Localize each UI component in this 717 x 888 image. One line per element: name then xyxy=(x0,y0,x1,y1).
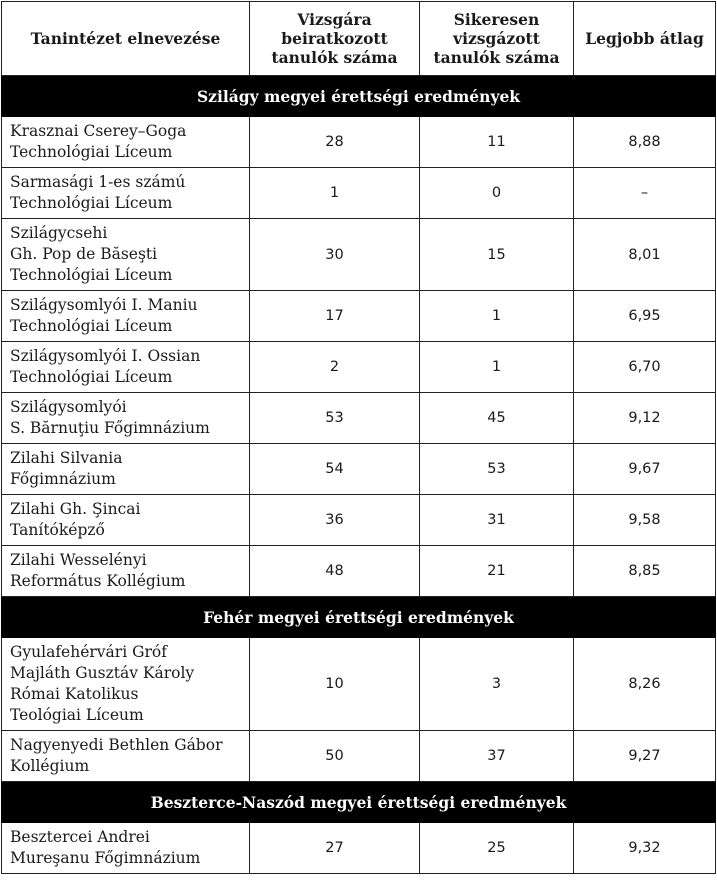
institution-name xyxy=(2,731,250,782)
best-average: 9,58 xyxy=(574,495,716,546)
institution-name-line: S. Bărnuţiu Főgimnázium xyxy=(10,419,210,437)
institution-name-line: Technológiai Líceum xyxy=(10,317,173,335)
header-best-average: Legjobb átlag xyxy=(574,2,716,76)
results-table xyxy=(1,1,716,874)
table-row xyxy=(2,731,716,782)
institution-name-line: Gyulafehérvári Gróf xyxy=(10,643,167,661)
best-average: 6,95 xyxy=(574,291,716,342)
enrolled-count: 28 xyxy=(250,117,420,168)
enrolled-count: 27 xyxy=(250,823,420,874)
institution-name xyxy=(2,546,250,597)
table-row xyxy=(2,444,716,495)
institution-name-line: Gh. Pop de Băseşti xyxy=(10,245,158,263)
passed-count: 31 xyxy=(420,495,574,546)
enrolled-count: 53 xyxy=(250,393,420,444)
passed-count: 45 xyxy=(420,393,574,444)
institution-name-line: Majláth Gusztáv Károly xyxy=(10,664,195,682)
institution-name-line: Technológiai Líceum xyxy=(10,266,173,284)
best-average: 8,26 xyxy=(574,638,716,731)
passed-count: 25 xyxy=(420,823,574,874)
institution-name-line: Kollégium xyxy=(10,757,90,775)
institution-name-line: Római Katolikus xyxy=(10,685,139,703)
institution-name xyxy=(2,168,250,219)
enrolled-count: 10 xyxy=(250,638,420,731)
institution-name xyxy=(2,638,250,731)
section-row xyxy=(2,76,716,117)
enrolled-count: 48 xyxy=(250,546,420,597)
enrolled-count: 30 xyxy=(250,219,420,291)
header-institution: Tanintézet elnevezése xyxy=(2,2,250,76)
table-header xyxy=(2,2,716,76)
best-average: 9,67 xyxy=(574,444,716,495)
table-row xyxy=(2,495,716,546)
institution-name xyxy=(2,444,250,495)
table-row xyxy=(2,219,716,291)
passed-count: 21 xyxy=(420,546,574,597)
section-title: Beszterce-Naszód megyei érettségi eredmények xyxy=(2,782,716,823)
enrolled-count: 50 xyxy=(250,731,420,782)
institution-name xyxy=(2,291,250,342)
institution-name-line: Zilahi Gh. Şincai xyxy=(10,500,141,518)
header-enrolled-line: beiratkozott xyxy=(281,29,388,48)
institution-name xyxy=(2,393,250,444)
header-passed xyxy=(420,2,574,76)
passed-count: 0 xyxy=(420,168,574,219)
table-row xyxy=(2,546,716,597)
passed-count: 1 xyxy=(420,342,574,393)
institution-name-line: Nagyenyedi Bethlen Gábor xyxy=(10,736,223,754)
institution-name-line: Református Kollégium xyxy=(10,572,186,590)
institution-name-line: Szilágysomlyói I. Ossian xyxy=(10,347,201,365)
institution-name-line: Teológiai Líceum xyxy=(10,706,144,724)
institution-name-line: Technológiai Líceum xyxy=(10,368,173,386)
table-row xyxy=(2,823,716,874)
institution-name xyxy=(2,117,250,168)
best-average: 9,27 xyxy=(574,731,716,782)
best-average: 9,32 xyxy=(574,823,716,874)
table-row xyxy=(2,117,716,168)
table-row xyxy=(2,393,716,444)
institution-name-line: Besztercei Andrei xyxy=(10,828,150,846)
enrolled-count: 17 xyxy=(250,291,420,342)
passed-count: 15 xyxy=(420,219,574,291)
enrolled-count: 2 xyxy=(250,342,420,393)
header-passed-line: vizsgázott xyxy=(453,29,540,48)
institution-name-line: Zilahi Wesselényi xyxy=(10,551,147,569)
best-average: 8,85 xyxy=(574,546,716,597)
section-title: Szilágy megyei érettségi eredmények xyxy=(2,76,716,117)
table-row xyxy=(2,168,716,219)
passed-count: 11 xyxy=(420,117,574,168)
institution-name-line: Technológiai Líceum xyxy=(10,194,173,212)
institution-name-line: Főgimnázium xyxy=(10,470,116,488)
institution-name xyxy=(2,495,250,546)
institution-name-line: Zilahi Silvania xyxy=(10,449,123,467)
passed-count: 1 xyxy=(420,291,574,342)
header-row xyxy=(2,2,716,76)
enrolled-count: 36 xyxy=(250,495,420,546)
section-title: Fehér megyei érettségi eredmények xyxy=(2,597,716,638)
institution-name-line: Technológiai Líceum xyxy=(10,143,173,161)
institution-name-line: Szilágysomlyói I. Maniu xyxy=(10,296,198,314)
header-enrolled-line: tanulók száma xyxy=(271,48,398,67)
institution-name xyxy=(2,823,250,874)
passed-count: 37 xyxy=(420,731,574,782)
best-average: 8,01 xyxy=(574,219,716,291)
header-enrolled xyxy=(250,2,420,76)
table-row xyxy=(2,638,716,731)
institution-name-line: Tanítóképző xyxy=(10,521,105,539)
section-row xyxy=(2,597,716,638)
institution-name-line: Szilágysomlyói xyxy=(10,398,127,416)
enrolled-count: 54 xyxy=(250,444,420,495)
passed-count: 3 xyxy=(420,638,574,731)
best-average: 8,88 xyxy=(574,117,716,168)
institution-name xyxy=(2,342,250,393)
institution-name-line: Szilágycsehi xyxy=(10,224,108,242)
best-average: 9,12 xyxy=(574,393,716,444)
best-average: 6,70 xyxy=(574,342,716,393)
header-enrolled-line: Vizsgára xyxy=(297,10,372,29)
table-body xyxy=(2,76,716,874)
institution-name-line: Mureşanu Főgimnázium xyxy=(10,849,201,867)
enrolled-count: 1 xyxy=(250,168,420,219)
section-row xyxy=(2,782,716,823)
table-row xyxy=(2,291,716,342)
best-average: – xyxy=(574,168,716,219)
header-passed-line: Sikeresen xyxy=(453,10,540,29)
institution-name-line: Krasznai Cserey–Goga xyxy=(10,122,187,140)
header-passed-line: tanulók száma xyxy=(433,48,560,67)
table-row xyxy=(2,342,716,393)
passed-count: 53 xyxy=(420,444,574,495)
institution-name xyxy=(2,219,250,291)
institution-name-line: Sarmasági 1-es számú xyxy=(10,173,186,191)
